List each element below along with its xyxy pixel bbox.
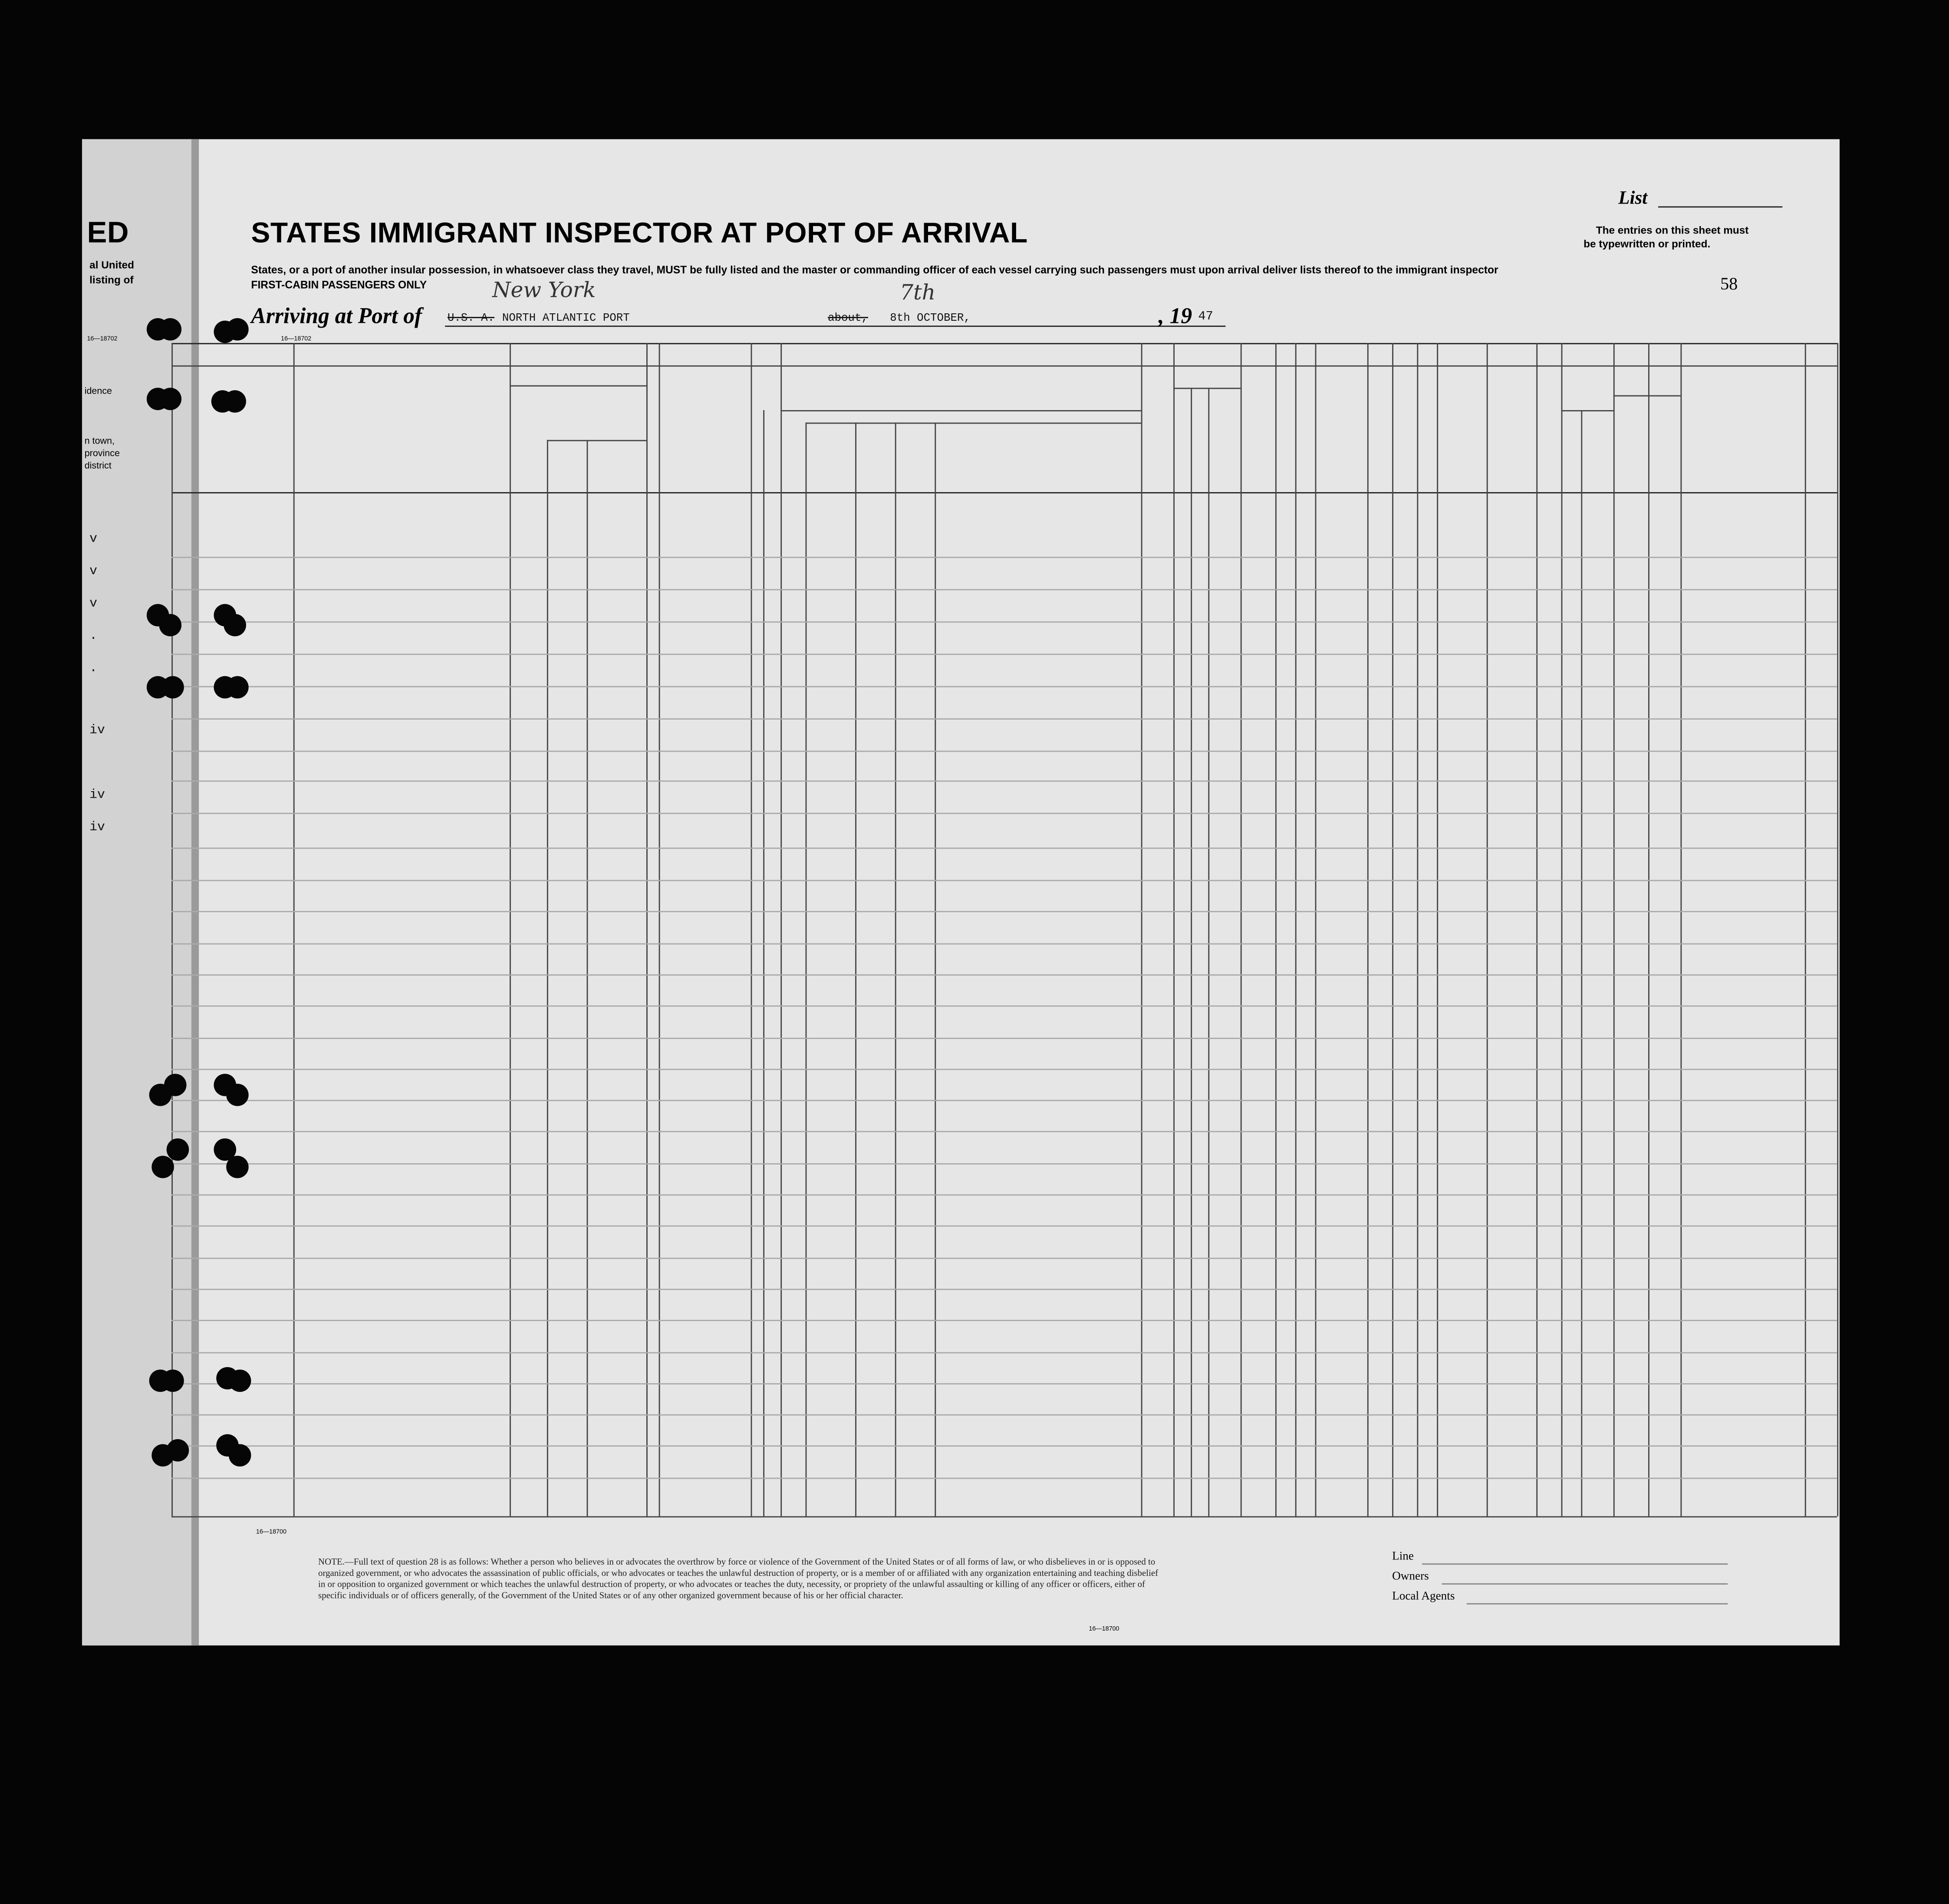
- table-row: [171, 780, 1837, 782]
- left-fragment-header: province: [84, 447, 120, 459]
- table-row: [171, 1446, 1837, 1447]
- column-rule: [1275, 343, 1277, 1516]
- page-title: STATES IMMIGRANT INSPECTOR AT PORT OF ARRIVAL: [251, 216, 1028, 249]
- entries-note: be typewritten or printed.: [1584, 237, 1711, 250]
- header-bottom-rule: [171, 492, 1837, 493]
- table-top-rule: [171, 343, 1837, 344]
- punch-hole: [226, 676, 249, 699]
- punch-hole: [151, 1156, 174, 1178]
- instructions-text: States, or a port of another insular possession, in whatsoever class they travel, MUST be fully listed and the master or commanding officer of each vessel carrying such passengers must upon arrival deliver lists thereof to the immigrant inspector: [251, 263, 1498, 276]
- first-cabin-label: FIRST-CABIN PASSENGERS ONLY: [251, 278, 427, 291]
- column-rule: [1680, 343, 1682, 1516]
- form-code: 16—18702: [281, 335, 312, 343]
- table-row: [171, 880, 1837, 881]
- table-row: [171, 974, 1837, 976]
- table-row: [171, 589, 1837, 590]
- table-row: [171, 1194, 1837, 1196]
- table-row: [171, 751, 1837, 752]
- date-handwritten: 7th: [900, 281, 936, 306]
- left-fragment-cell: .: [89, 661, 98, 676]
- left-fragment-cell: v: [89, 532, 98, 547]
- column-rule: [1805, 343, 1806, 1516]
- table-row: [171, 718, 1837, 720]
- note-code: 16—18700: [1089, 1625, 1119, 1633]
- group-rule: [780, 410, 1141, 411]
- manifest-sheet: [82, 139, 1840, 1646]
- column-rule: [510, 343, 511, 1516]
- group-rule: [1613, 395, 1681, 397]
- line-label: Line: [1392, 1551, 1414, 1564]
- punch-hole: [159, 388, 182, 410]
- punch-hole: [161, 676, 184, 699]
- left-fragment-cell: v: [89, 596, 98, 612]
- table-row: [171, 1352, 1837, 1353]
- agents-label: Local Agents: [1392, 1591, 1455, 1603]
- date-typed: 8th OCTOBER,: [890, 312, 971, 325]
- table-row: [171, 557, 1837, 558]
- left-fragment-title: ED: [87, 216, 129, 250]
- port-typed: NORTH ATLANTIC PORT: [502, 312, 630, 325]
- column-rule: [1367, 343, 1369, 1516]
- question-28-note: NOTE.—Full text of question 28 is as follows: Whether a person who believes in or advocates the overthrow by force or violence of the Government of the United States or of all forms of law, or who disbelieves in or is opposed to organized government, or who advocates the assassination of public officials, or who advocates or teaches the unlawful destruction of property, or is a member of or affiliated with any organization entertaining and teaching disbelief in or opposition to organized government or which teaches the unlawful destruction of property, or who advocates or teaches the duty, necessity, or propriety of the unlawful assaulting or killing of any officer or officers, either of specific individuals or of officers generally, of the Government of the United States or of any other organized government because of his or her official character.: [318, 1556, 1159, 1601]
- column-rule: [1173, 343, 1175, 1516]
- table-row: [171, 1320, 1837, 1322]
- punch-hole: [226, 1084, 249, 1106]
- table-row: [171, 1006, 1837, 1007]
- column-rule: [1487, 343, 1488, 1516]
- left-fragment-text: listing of: [89, 273, 134, 286]
- arriving-label: Arriving at Port of: [251, 303, 422, 328]
- form-code-bottom: 16—18700: [256, 1529, 286, 1536]
- punch-hole: [229, 1444, 251, 1467]
- table-row: [171, 1477, 1837, 1479]
- sub-column-rule: [547, 440, 548, 1516]
- entries-note: The entries on this sheet must: [1596, 224, 1749, 237]
- left-fragment-cell: iv: [89, 788, 105, 803]
- punch-hole: [224, 390, 246, 413]
- left-fragment-header: n town,: [84, 435, 115, 446]
- form-code: 16—18702: [87, 335, 118, 343]
- left-fragment-text: al United: [89, 258, 134, 271]
- column-rule: [171, 343, 173, 1516]
- punch-hole: [159, 614, 182, 637]
- table-bottom-rule: [171, 1516, 1837, 1517]
- table-row: [171, 1069, 1837, 1070]
- column-rule: [1648, 343, 1649, 1516]
- punch-hole: [164, 1074, 187, 1096]
- table-row: [171, 1289, 1837, 1290]
- table-row: [171, 686, 1837, 687]
- table-row: [171, 1226, 1837, 1227]
- table-row: [171, 813, 1837, 814]
- punch-hole: [167, 1439, 189, 1462]
- header-number-rule: [171, 365, 1837, 367]
- punch-hole: [226, 318, 249, 341]
- table-row: [171, 911, 1837, 913]
- column-rule: [780, 343, 782, 1516]
- year-suffix: 47: [1198, 310, 1213, 325]
- column-rule: [1561, 343, 1563, 1516]
- left-fragment-cell: .: [89, 628, 98, 644]
- table-row: [171, 1163, 1837, 1164]
- table-row: [171, 943, 1837, 944]
- list-label: List: [1618, 189, 1648, 209]
- group-rule: [1173, 388, 1241, 389]
- table-row: [171, 1037, 1837, 1039]
- table-row: [171, 848, 1837, 849]
- punch-hole: [229, 1370, 251, 1392]
- table-row: [171, 1257, 1837, 1259]
- sheet-number: 58: [1720, 276, 1738, 295]
- punch-hole: [226, 1156, 249, 1178]
- table-row: [171, 1100, 1837, 1101]
- column-rule: [1417, 343, 1418, 1516]
- column-rule: [751, 343, 752, 1516]
- column-rule: [293, 343, 295, 1516]
- date-struck: about,: [828, 312, 868, 325]
- column-rule: [1536, 343, 1537, 1516]
- left-fragment-cell: v: [89, 564, 98, 579]
- left-fragment-cell: iv: [89, 820, 105, 835]
- column-rule: [1295, 343, 1297, 1516]
- table-row: [171, 654, 1837, 655]
- owners-label: Owners: [1392, 1571, 1429, 1584]
- column-rule: [1241, 343, 1242, 1516]
- left-fragment-header: idence: [84, 385, 112, 397]
- table-row: [171, 622, 1837, 623]
- column-rule: [1437, 343, 1438, 1516]
- column-rule: [659, 343, 660, 1516]
- column-rule: [1141, 343, 1142, 1516]
- table-row: [171, 1414, 1837, 1416]
- sub-column-rule: [587, 440, 588, 1516]
- left-fragment-cell: iv: [89, 723, 105, 738]
- group-rule: [510, 385, 646, 387]
- port-struck: U.S. A.: [447, 312, 495, 325]
- column-rule: [646, 343, 648, 1516]
- year-prefix: , 19: [1158, 303, 1192, 328]
- column-rule: [1613, 343, 1615, 1516]
- punch-hole: [167, 1138, 189, 1161]
- punch-hole: [224, 614, 246, 637]
- group-rule: [806, 423, 1141, 424]
- table-row: [171, 1383, 1837, 1384]
- group-rule: [1561, 410, 1613, 411]
- punch-hole: [159, 318, 182, 341]
- column-rule: [1392, 343, 1393, 1516]
- table-row: [171, 1131, 1837, 1133]
- sub-column-rule: [763, 410, 764, 1516]
- port-handwritten: New York: [492, 278, 596, 303]
- sub-column-rule: [1581, 410, 1582, 1516]
- column-rule: [1315, 343, 1317, 1516]
- group-rule: [547, 440, 646, 441]
- left-fragment-header: district: [84, 460, 112, 471]
- column-rule: [1837, 343, 1838, 1516]
- punch-hole: [161, 1370, 184, 1392]
